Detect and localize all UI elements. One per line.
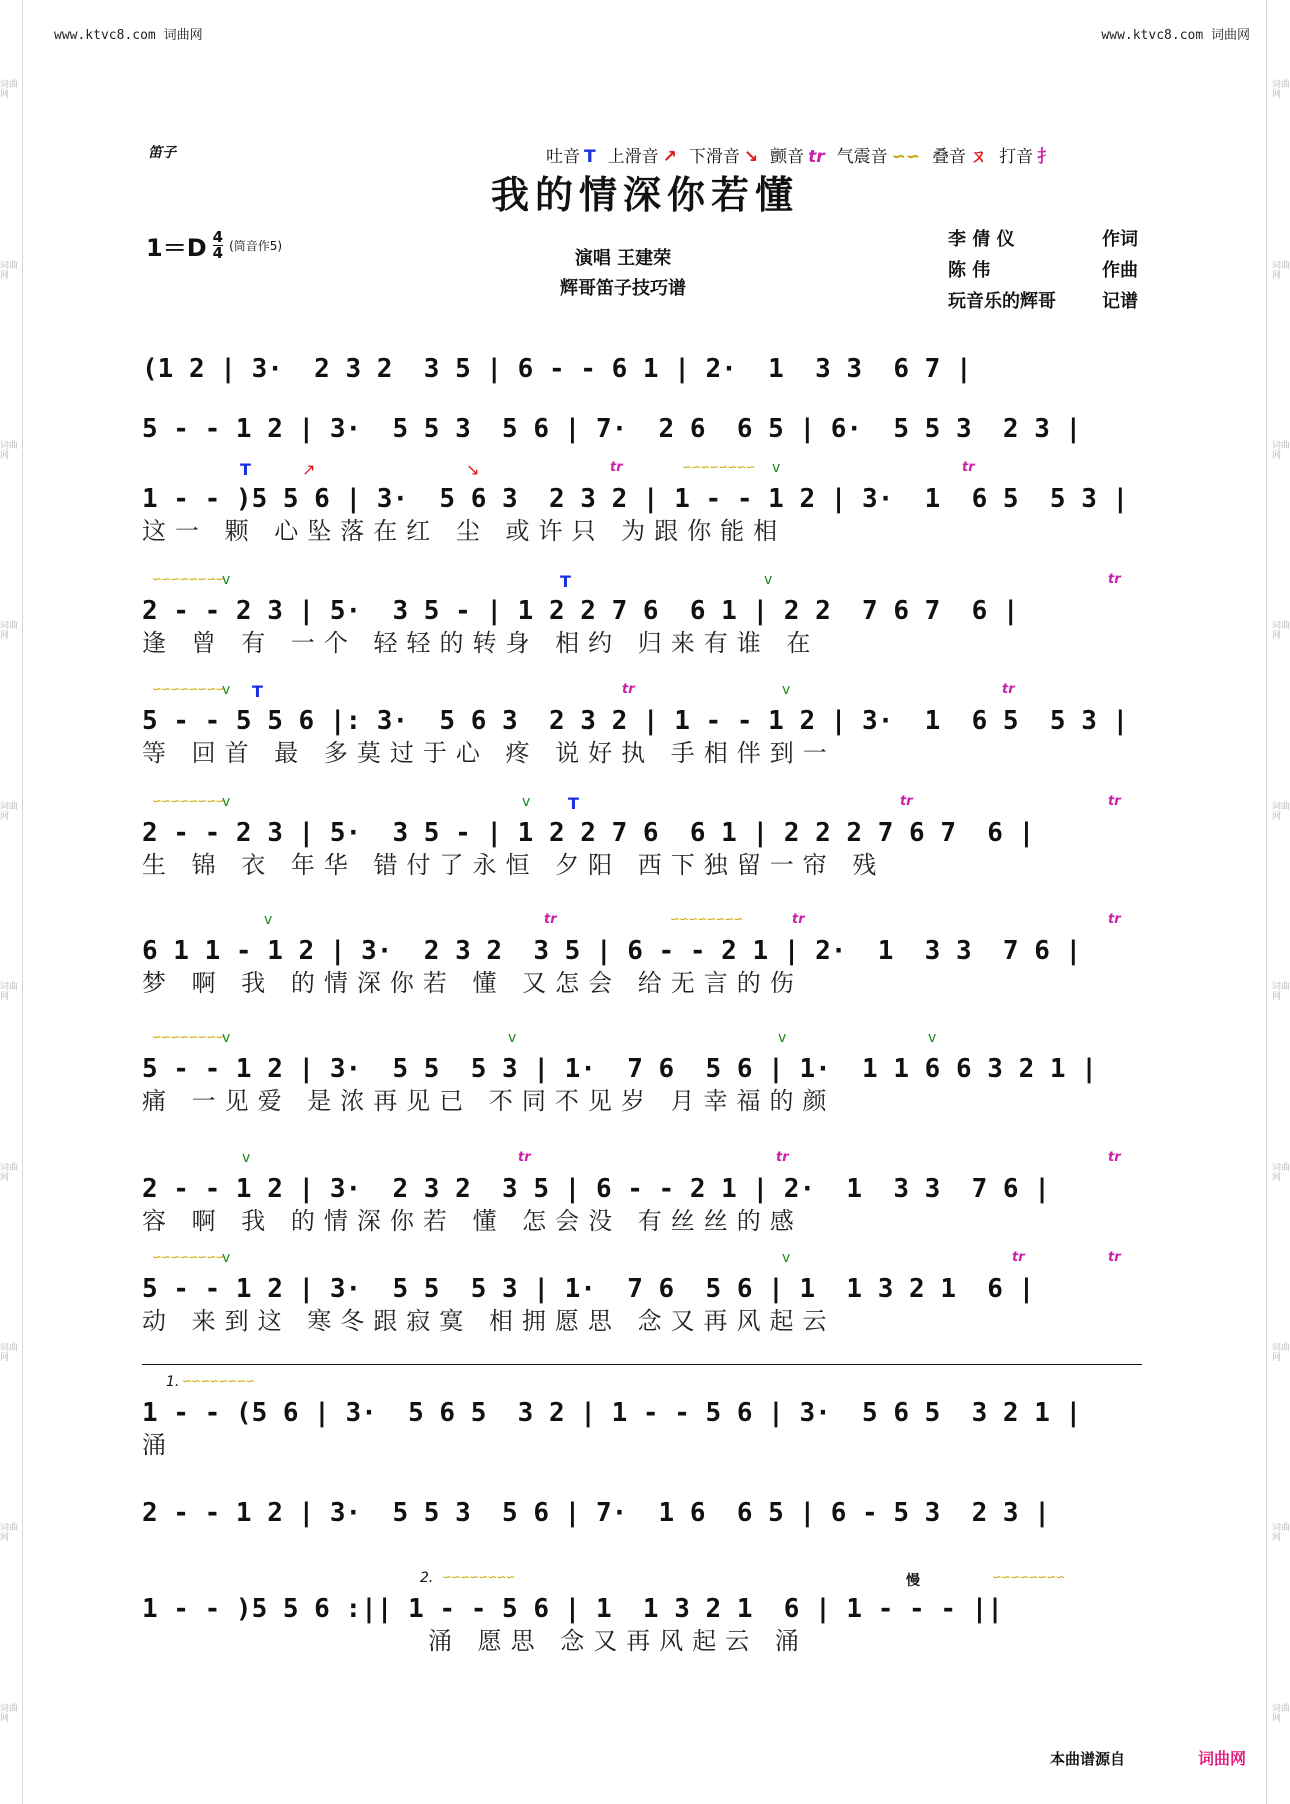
score-line — [142, 1374, 1142, 1460]
lyric-line: 动 来到这 寒冬跟寂寞 相拥愿思 念又再风起云 — [142, 1307, 836, 1335]
notation: 5 - - 1 2 | 3· 5 5 5 3 | 1· 7 6 5 6 | 1· 1 1 6 6 3 2 1 | — [142, 1054, 1097, 1084]
trill-mark: tr — [962, 460, 975, 475]
vibrato-mark: ∽∽∽∽∽∽∽∽ — [152, 794, 225, 808]
composer-credit: 陈 伟 作曲 — [948, 260, 1138, 281]
trill-mark: tr — [776, 1150, 789, 1165]
score-line — [142, 794, 1142, 880]
score-line — [142, 1030, 1142, 1116]
legend-item-slide-up: 上滑音 ↗ — [607, 147, 677, 167]
tongue-mark: T — [240, 460, 251, 479]
breath-mark: v — [222, 1250, 231, 1266]
legend-item-trill: 颤音 tr — [770, 147, 825, 167]
watermark-text: 词曲网 — [0, 1703, 19, 1724]
watermark-text: 词曲网 — [0, 440, 19, 461]
slide-down-mark: ↘ — [466, 460, 480, 479]
notation: 2 - - 1 2 | 3· 5 5 3 5 6 | 7· 1 6 6 5 | 6 - 5 3 2 3 | — [142, 1498, 1050, 1528]
technique-marks — [142, 1150, 1142, 1172]
watermark-text: 词曲网 — [1272, 982, 1290, 1003]
technique-marks — [142, 1374, 1142, 1396]
watermark-text: 词曲网 — [1272, 1703, 1290, 1724]
legend-item-tongue: 吐音 T — [546, 147, 596, 167]
fingering-note: (筒音作5) — [229, 239, 283, 253]
trill-mark: tr — [518, 1150, 531, 1165]
technique-marks — [142, 912, 1142, 934]
tongue-mark: T — [568, 794, 579, 813]
lyric-line: 生 锦 衣 年华 错付了永恒 夕阳 西下独留一帘 残 — [142, 851, 886, 879]
site-header-right[interactable]: www.ktvc8.com 词曲网 — [1101, 28, 1250, 43]
score-line — [142, 1250, 1142, 1336]
score-line — [142, 352, 1142, 386]
trill-mark: tr — [622, 682, 635, 697]
technique-marks — [142, 460, 1142, 482]
lyric-line: 涌 — [142, 1431, 175, 1459]
source-note: 本曲谱源自 — [1050, 1750, 1126, 1768]
right-watermark-strip — [1272, 0, 1290, 1804]
volta-number: 2. — [420, 1570, 434, 1586]
technique-marks — [142, 682, 1142, 704]
notation: 2 - - 2 3 | 5· 3 5 - | 1 2 2 7 6 6 1 | 2 2 7 6 7 6 | — [142, 596, 1019, 626]
watermark-text: 词曲网 — [1272, 801, 1290, 822]
performer-credits — [560, 244, 686, 304]
trill-mark: tr — [1108, 1250, 1121, 1265]
vibrato-mark: ∽∽∽∽∽∽∽∽ — [182, 1374, 255, 1388]
breath-mark: v — [782, 1250, 791, 1266]
watermark-text: 词曲网 — [1272, 260, 1290, 281]
notation: 1 - - )5 5 6 | 3· 5 6 3 2 3 2 | 1 - - 1 2 | 3· 1 6 5 5 3 | — [142, 484, 1129, 514]
instrument-label: 笛子 — [148, 145, 176, 161]
watermark-text: 词曲网 — [1272, 621, 1290, 642]
time-signature: $\frac{4}{4}$ — [212, 228, 224, 262]
lyric-line: 梦 啊 我 的情深你若 懂 又怎会 给无言的伤 — [142, 969, 803, 997]
legend-item-slide-down: 下滑音 ↘ — [688, 147, 759, 167]
watermark-text: 词曲网 — [0, 1523, 19, 1544]
notation: 5 - - 1 2 | 3· 5 5 3 5 6 | 7· 2 6 6 5 | 6· 5 5 3 2 3 | — [142, 414, 1082, 444]
breath-mark: v — [222, 794, 231, 810]
breath-mark: v — [778, 1030, 787, 1046]
vibrato-mark: ∽∽∽∽∽∽∽∽ — [152, 1250, 225, 1264]
notation: 5 - - 1 2 | 3· 5 5 5 3 | 1· 7 6 5 6 | 1 1 3 2 1 6 | — [142, 1274, 1035, 1304]
site-logo[interactable]: 词曲网 — [1198, 1749, 1247, 1768]
score-line — [142, 912, 1142, 998]
slide-up-mark: ↗ — [302, 460, 316, 479]
notation: 1 - - )5 5 6 :|| 1 - - 5 6 | 1 1 3 2 1 6 | 1 - - - || — [142, 1594, 1003, 1624]
trill-mark: tr — [792, 912, 805, 927]
technique-marks — [142, 1250, 1142, 1272]
trill-mark: tr — [900, 794, 913, 809]
notation: 6 1 1 - 1 2 | 3· 2 3 2 3 5 | 6 - - 2 1 | 2· 1 3 3 7 6 | — [142, 936, 1082, 966]
tongue-mark: T — [560, 572, 571, 591]
notation: 2 - - 1 2 | 3· 2 3 2 3 5 | 6 - - 2 1 | 2· 1 3 3 7 6 | — [142, 1174, 1050, 1204]
author-credits — [948, 224, 1138, 317]
margin-rule — [1266, 0, 1267, 1804]
lyric-line: 容 啊 我 的情深你若 懂 怎会没 有丝丝的感 — [142, 1207, 803, 1235]
score-line — [142, 1570, 1142, 1656]
tongue-mark: T — [252, 682, 263, 701]
score-line — [142, 412, 1142, 446]
watermark-text: 词曲网 — [0, 1342, 19, 1363]
breath-mark: v — [772, 460, 781, 476]
lyricist-credit: 李 倩 仪 作词 — [948, 229, 1138, 250]
watermark-text: 词曲网 — [1272, 1162, 1290, 1183]
legend-item-grace: 叠音 ㄡ — [932, 147, 988, 167]
notation: 5 - - 5 5 6 |: 3· 5 6 3 2 3 2 | 1 - - 1 2 | 3· 1 6 5 5 3 | — [142, 706, 1129, 736]
vibrato-mark: ∽∽∽∽∽∽∽∽ — [442, 1570, 515, 1584]
lyric-line: 涌 愿思 念又再风起云 涌 — [428, 1627, 808, 1655]
score-line — [142, 1496, 1142, 1530]
breath-mark: v — [522, 794, 531, 810]
lyric-line: 痛 一见爱 是浓再见已 不同不见岁 月幸福的颜 — [142, 1087, 836, 1115]
score-line — [142, 1150, 1142, 1236]
lyric-line: 逢 曾 有 一个 轻轻的转身 相约 归来有谁 在 — [142, 629, 820, 657]
trill-mark: tr — [544, 912, 557, 927]
transcriber-credit: 玩音乐的辉哥 记谱 — [948, 291, 1138, 312]
watermark-text: 词曲网 — [0, 80, 19, 101]
score-line — [142, 682, 1142, 768]
breath-mark: v — [222, 1030, 231, 1046]
notation: (1 2 | 3· 2 3 2 3 5 | 6 - - 6 1 | 2· 1 3 3 6 7 | — [142, 354, 972, 384]
trill-mark: tr — [1108, 1150, 1121, 1165]
tempo-mark: 慢 — [906, 1573, 920, 1589]
score-line — [142, 572, 1142, 658]
watermark-text: 词曲网 — [0, 621, 19, 642]
margin-rule — [22, 0, 23, 1804]
key-label: 1＝D — [146, 234, 207, 262]
breath-mark: v — [782, 682, 791, 698]
vibrato-mark: ∽∽∽∽∽∽∽∽ — [682, 460, 755, 474]
volta-number: 1. — [166, 1374, 180, 1390]
technique-marks — [142, 794, 1142, 816]
breath-mark: v — [264, 912, 273, 928]
repeat-bracket — [142, 1364, 1142, 1365]
lyric-line: 这一 颗 心坠落在红 尘 或许只 为跟你能相 — [142, 517, 787, 545]
notation: 1 - - (5 6 | 3· 5 6 5 3 2 | 1 - - 5 6 | 3· 5 6 5 3 2 1 | — [142, 1398, 1082, 1428]
arranger-credit: 辉哥笛子技巧谱 — [560, 278, 686, 299]
trill-mark: tr — [1108, 572, 1121, 587]
technique-marks — [142, 1030, 1142, 1052]
breath-mark: v — [764, 572, 773, 588]
trill-mark: tr — [1108, 794, 1121, 809]
left-watermark-strip — [0, 0, 18, 1804]
breath-mark: v — [508, 1030, 517, 1046]
vibrato-mark: ∽∽∽∽∽∽∽∽ — [152, 572, 225, 586]
score-line — [142, 460, 1142, 546]
site-header-left[interactable]: www.ktvc8.com 词曲网 — [54, 28, 203, 43]
trill-mark: tr — [1108, 912, 1121, 927]
watermark-text: 词曲网 — [0, 260, 19, 281]
singer-credit: 演唱 王建荣 — [574, 248, 672, 269]
watermark-text: 词曲网 — [0, 1162, 19, 1183]
vibrato-mark: ∽∽∽∽∽∽∽∽ — [152, 1030, 225, 1044]
trill-mark: tr — [1012, 1250, 1025, 1265]
legend-item-vibrato: 气震音 ∽∽ — [836, 147, 921, 167]
legend-item-strike: 打音 扌 — [999, 147, 1055, 167]
watermark-text: 词曲网 — [0, 801, 19, 822]
vibrato-mark: ∽∽∽∽∽∽∽∽ — [152, 682, 225, 696]
trill-mark: tr — [1002, 682, 1015, 697]
watermark-text: 词曲网 — [1272, 80, 1290, 101]
watermark-text: 词曲网 — [1272, 440, 1290, 461]
breath-mark: v — [928, 1030, 937, 1046]
key-signature — [146, 228, 282, 263]
watermark-text: 词曲网 — [1272, 1342, 1290, 1363]
vibrato-mark: ∽∽∽∽∽∽∽∽ — [992, 1570, 1065, 1584]
breath-mark: v — [222, 682, 231, 698]
technique-marks — [142, 572, 1142, 594]
breath-mark: v — [242, 1150, 251, 1166]
lyric-line: 等 回首 最 多莫过于心 疼 说好执 手相伴到一 — [142, 739, 836, 767]
notation: 2 - - 2 3 | 5· 3 5 - | 1 2 2 7 6 6 1 | 2 2 2 7 6 7 6 | — [142, 818, 1035, 848]
breath-mark: v — [222, 572, 231, 588]
watermark-text: 词曲网 — [1272, 1523, 1290, 1544]
song-title: 我的情深你若懂 — [490, 172, 799, 217]
vibrato-mark: ∽∽∽∽∽∽∽∽ — [670, 912, 743, 926]
watermark-text: 词曲网 — [0, 982, 19, 1003]
trill-mark: tr — [610, 460, 623, 475]
technique-marks — [142, 1570, 1142, 1592]
